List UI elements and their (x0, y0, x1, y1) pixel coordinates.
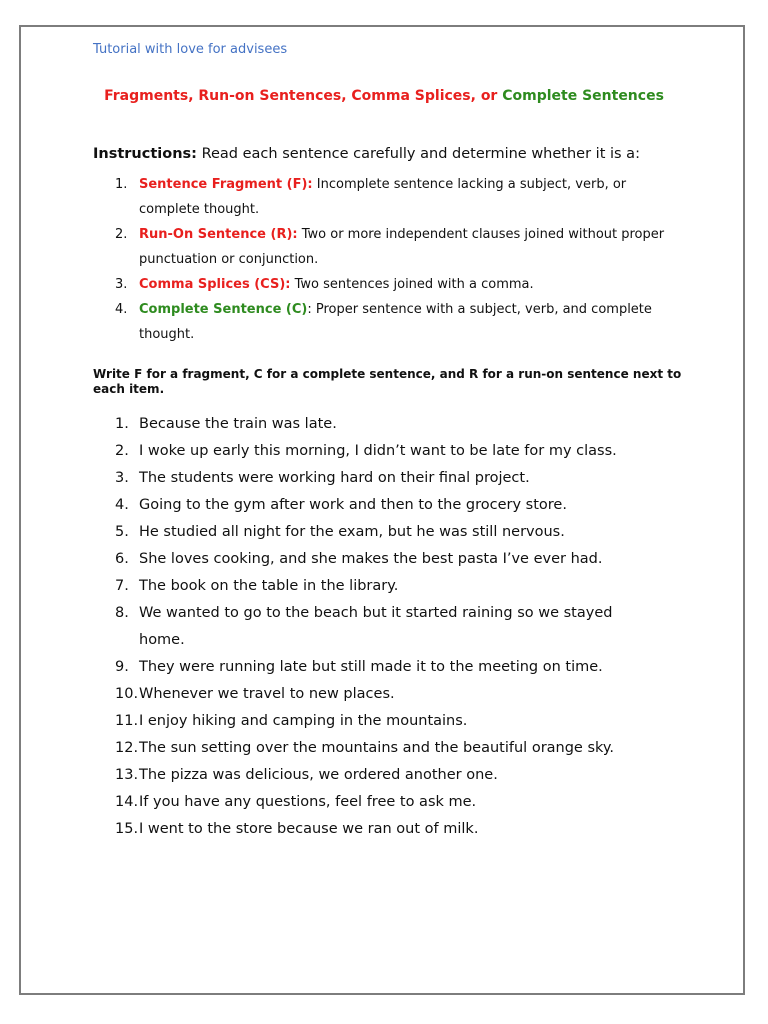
type-number: 1. (115, 177, 128, 192)
item-text: We wanted to go to the beach but it started raining so we stayed home. (139, 605, 613, 648)
list-item (93, 546, 653, 573)
item-number: 7. (115, 578, 129, 594)
item-number: 14. (115, 794, 139, 810)
item-text: He studied all night for the exam, but he was still nervous. (139, 524, 565, 540)
type-desc: : Proper sentence with a subject, verb, and complete thought. (139, 302, 652, 342)
item-number: 4. (115, 497, 129, 513)
title-part-green: Complete Sentences (502, 88, 664, 104)
list-item (93, 735, 653, 762)
list-item (93, 654, 653, 681)
instructions-lead: Instructions: (93, 146, 197, 162)
item-number: 1. (115, 416, 129, 432)
item-number: 13. (115, 767, 139, 783)
list-item (93, 438, 653, 465)
type-term: Comma Splices (CS): (139, 277, 291, 292)
list-item (93, 573, 653, 600)
item-text: They were running late but still made it to the meeting on time. (139, 659, 603, 675)
item-text: The book on the table in the library. (139, 578, 399, 594)
list-item (93, 816, 653, 843)
item-number: 8. (115, 605, 129, 621)
type-term: Run-On Sentence (R): (139, 227, 298, 242)
item-number: 2. (115, 443, 129, 459)
list-item (93, 492, 653, 519)
item-number: 10. (115, 686, 139, 702)
item-number: 15. (115, 821, 139, 837)
item-number: 12. (115, 740, 139, 756)
page-title (0, 88, 768, 104)
item-text: The sun setting over the mountains and the beautiful orange sky. (139, 740, 615, 756)
sentence-types-list (93, 172, 683, 347)
item-text: Going to the gym after work and then to the grocery store. (139, 497, 567, 513)
type-number: 2. (115, 227, 128, 242)
sentence-items-list (93, 411, 653, 843)
page-header: Tutorial with love for advisees (93, 42, 288, 57)
item-text: She loves cooking, and she makes the best pasta I’ve ever had. (139, 551, 603, 567)
type-number: 4. (115, 302, 128, 317)
list-item (93, 789, 653, 816)
list-item (93, 411, 653, 438)
type-item (93, 222, 683, 272)
item-number: 6. (115, 551, 129, 567)
instructions (93, 146, 640, 162)
type-item (93, 272, 683, 297)
item-text: The pizza was delicious, we ordered another one. (139, 767, 498, 783)
type-number: 3. (115, 277, 128, 292)
list-item (93, 465, 653, 492)
list-item (93, 708, 653, 735)
type-term: Complete Sentence (C) (139, 302, 308, 317)
item-text: Whenever we travel to new places. (139, 686, 395, 702)
item-number: 5. (115, 524, 129, 540)
type-desc: Two sentences joined with a comma. (290, 277, 534, 292)
type-item (93, 172, 683, 222)
item-text: The students were working hard on their final project. (139, 470, 530, 486)
list-item (93, 681, 653, 708)
item-number: 3. (115, 470, 129, 486)
item-number: 11. (115, 713, 139, 729)
type-desc: Two or more independent clauses joined without proper punctuation or conjunction. (139, 227, 665, 267)
item-text: I enjoy hiking and camping in the mountains. (139, 713, 468, 729)
item-text: Because the train was late. (139, 416, 337, 432)
list-item (93, 600, 653, 654)
item-number: 9. (115, 659, 129, 675)
item-text: I went to the store because we ran out of milk. (139, 821, 479, 837)
type-item (93, 297, 683, 347)
instructions-text: Read each sentence carefully and determine whether it is a: (196, 146, 640, 162)
type-desc: Incomplete sentence lacking a subject, verb, or complete thought. (139, 177, 627, 217)
title-part-red: Fragments, Run-on Sentences, Comma Splices, or (104, 88, 503, 104)
item-text: I woke up early this morning, I didn’t want to be late for my class. (139, 443, 617, 459)
item-text: If you have any questions, feel free to ask me. (139, 794, 477, 810)
type-term: Sentence Fragment (F): (139, 177, 313, 192)
directions: Write F for a fragment, C for a complete sentence, and R for a run-on sentence next to each item. (93, 367, 682, 396)
list-item (93, 762, 653, 789)
list-item (93, 519, 653, 546)
